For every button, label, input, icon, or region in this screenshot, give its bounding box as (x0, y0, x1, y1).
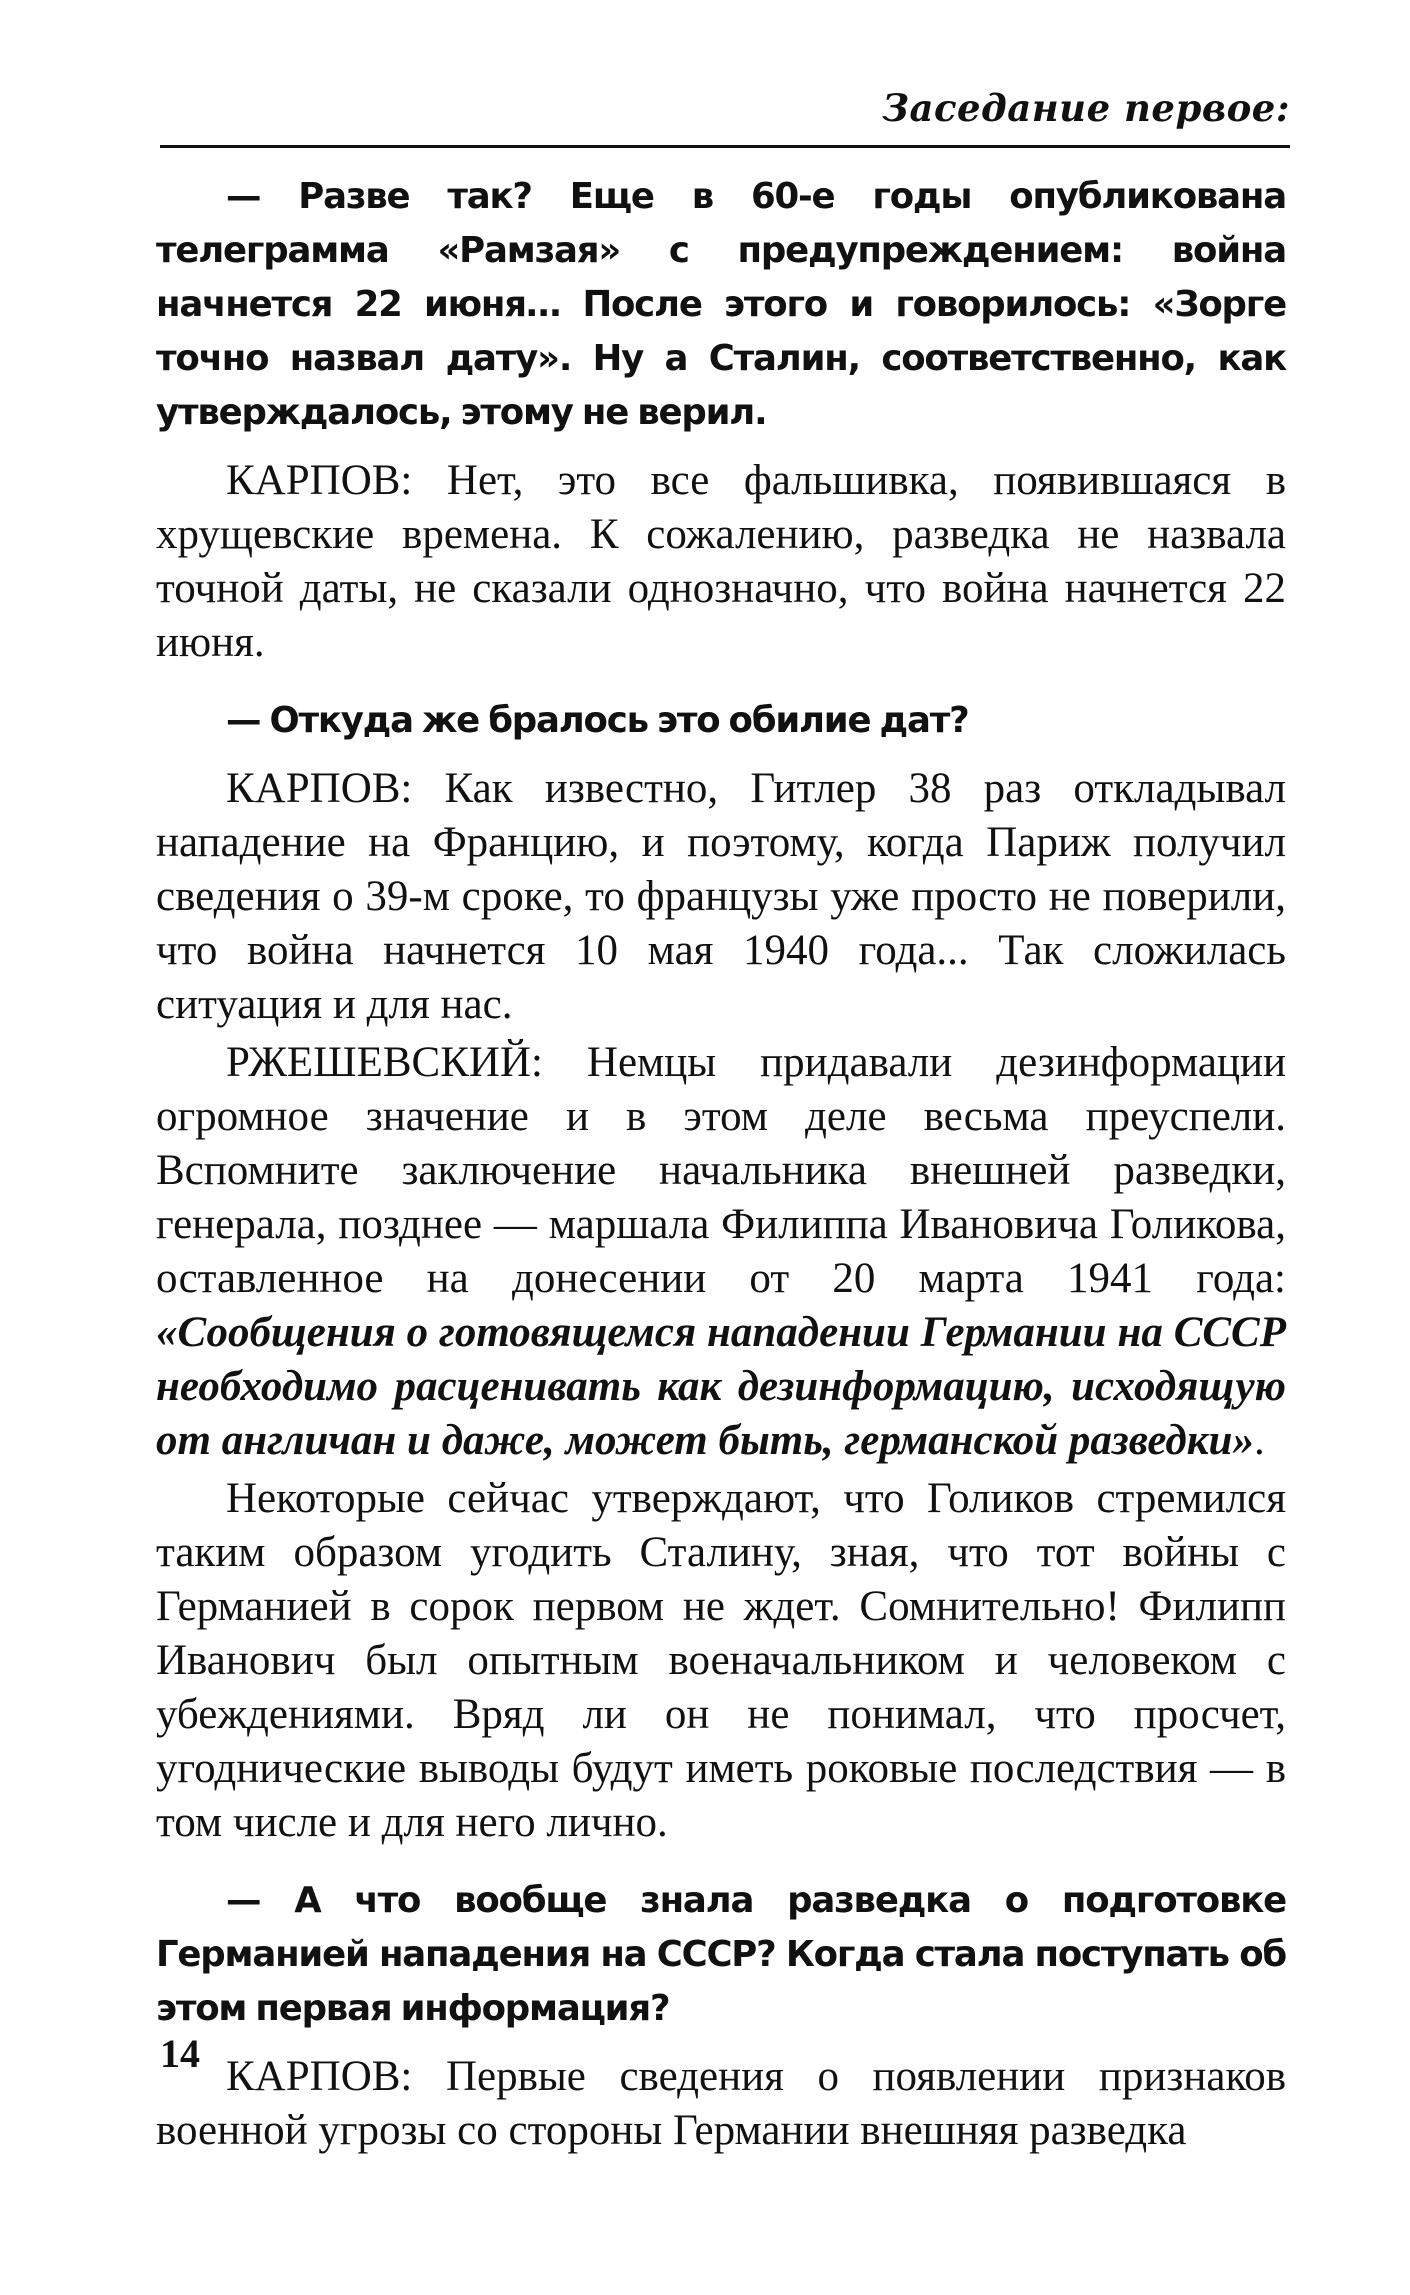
answer-paragraph: КАРПОВ: Первые сведения о появлении признаков военной угрозы со стороны Германии внешняя разведка (156, 2053, 1286, 2154)
answer-paragraph: КАРПОВ: Нет, это все фальшивка, появившаяся в хрущевские времена. К сожалению, разведка не назвала точной даты, не сказали однозначно, что война начнется 22 июня. (156, 457, 1286, 666)
answer-paragraph (156, 1036, 1286, 1468)
question-paragraph: — Откуда же бралось это обилие дат? (226, 700, 969, 741)
body-text (156, 170, 1286, 2158)
paragraph-text: . (1253, 1417, 1265, 1464)
running-title: Заседание первое: (882, 86, 1290, 130)
page-number: 14 (160, 2031, 200, 2076)
paragraph-text: РЖЕШЕВСКИЙ: Немцы придавали дезинформации огромное значение и в этом деле весьма преуспели. Вспомните заключение начальника внешней разведки, генерала, позднее — маршала Филиппа Ивановича Голикова, оставленное на донесении от 20 марта 1941 года: (156, 1039, 1286, 1302)
header-rule (160, 145, 1290, 148)
question-paragraph: — А что вообще знала разведка о подготовке Германией нападения на СССР? Когда стала поступать об этом первая информация? (156, 1880, 1286, 2029)
answer-paragraph: КАРПОВ: Как известно, Гитлер 38 раз откладывал нападение на Францию, и поэтому, когда Париж получил сведения о 39-м сроке, то французы уже просто не поверили, что война начнется 10 мая 1940 года... Так сложилась ситуация и для нас. (156, 765, 1286, 1028)
question-paragraph: — Разве так? Еще в 60-е годы опубликована телеграмма «Рамзая» с предупреждением: война начнется 22 июня… После этого и говорилось: «Зорге точно назвал дату». Ну а Сталин, соответственно, как утверждалось, этому не верил. (156, 176, 1286, 433)
quoted-text: «Сообщения о готовящемся нападении Германии на СССР необходимо расценивать как дезинформацию, исходящую от англичан и даже, может быть, германской разведки» (156, 1309, 1286, 1464)
answer-paragraph: Некоторые сейчас утверждают, что Голиков стремился таким образом угодить Сталину, зная, что тот войны с Германией в сорок первом не ждет. Сомнительно! Филипп Иванович был опытным военачальником и человеком с убеждениями. Вряд ли он не понимал, что просчет, угоднические выводы будут иметь роковые последствия — в том числе и для него лично. (156, 1475, 1286, 1846)
